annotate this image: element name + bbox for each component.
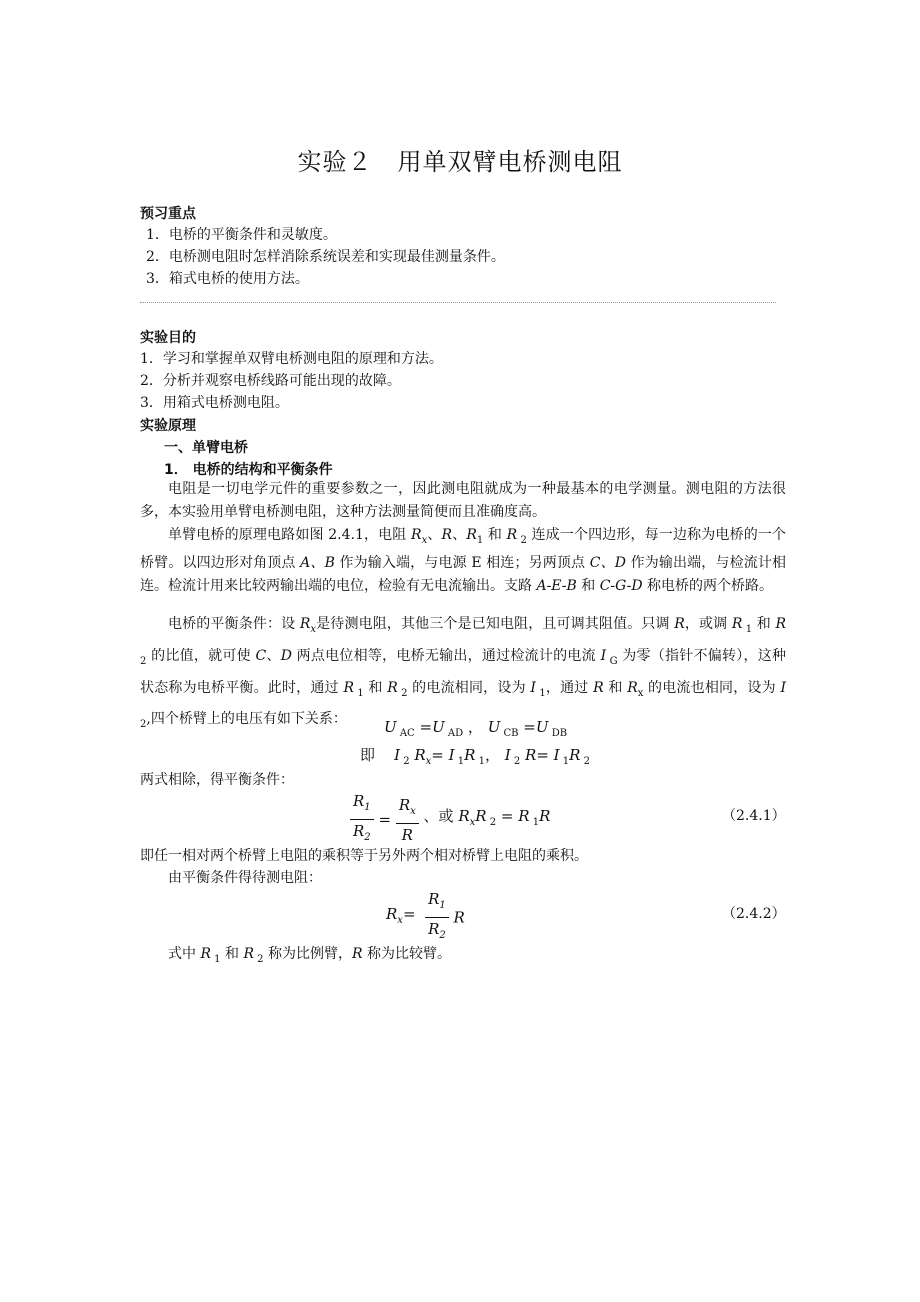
preview-item-1: 1．电桥的平衡条件和灵敏度。 xyxy=(146,227,337,243)
two-divide-text: 两式相除，得平衡条件： xyxy=(140,772,294,788)
equation-number-1: （2.4.1） xyxy=(722,808,786,824)
purpose-item-1: 1．学习和掌握单双臂电桥测电阻的原理和方法。 xyxy=(140,351,443,367)
current-equation: 即 I $_2$ $R_x= I$ $_1$R $_1$， I $_2$ R= I $_1$R $_2$ xyxy=(360,746,590,767)
preview-heading: 预习重点 xyxy=(140,206,196,222)
balance-condition-equation: $\frac{R_1}{R_2}$ = $\frac{R_x}{R}$ 、或 $R_xR$ $_2$ = R $_1$R xyxy=(350,790,550,840)
paragraph-intro: 电阻是一切电学元件的重要参数之一，因此测电阻就成为一种最基本的电学测量。测电阻的方法很多，本实验用单臂电桥测电阻，这种方法测量简便而且准确度高。 xyxy=(140,481,786,520)
purpose-heading: 实验目的 xyxy=(140,330,196,346)
from-balance-text: 由平衡条件得待测电阻： xyxy=(168,870,322,886)
purpose-item-2: 2．分析并观察电桥线路可能出现的故障。 xyxy=(140,373,401,389)
subsection-structure: 1． 电桥的结构和平衡条件 xyxy=(164,462,333,478)
purpose-item-3: 3．用箱式电桥测电阻。 xyxy=(140,395,289,411)
page-title: 实验２ 用单双臂电桥测电阻 xyxy=(297,148,623,176)
arm-names-text: 式中 R $_1$ 和 R $_2$ 称为比例臂，R 称为比较臂。 xyxy=(168,946,451,965)
preview-item-3: 3．箱式电桥的使用方法。 xyxy=(146,271,309,287)
section-single-bridge: 一、单臂电桥 xyxy=(164,440,248,456)
equation-number-2: （2.4.2） xyxy=(722,906,786,922)
product-text: 即任一相对两个桥臂上电阻的乘积等于另外两个相对桥臂上电阻的乘积。 xyxy=(140,848,588,864)
section-divider xyxy=(140,302,776,303)
paragraph-balance: 电桥的平衡条件：设 $R_x$是待测电阻，其他三个是已知电阻，且可调其阻值。只调 R，或调 R $_1$ 和 R $_2$ 的比值，就可使 C、D 两点电位相等，电桥无输出，通过检流计的电流 I $_G$ 为零（指针不偏转），这种状态称为电桥平衡。此时，通过 R $_1$ 和 R $_2$ 的电流相同，设为 I $_1$，通过 R 和 $R_x$ 的电流也相同，设为 I $_2$,四个桥臂上的电压有如下关系： xyxy=(140,616,787,731)
principle-heading: 实验原理 xyxy=(140,418,196,434)
paragraph-circuit: 单臂电桥的原理电路如图 2.4.1，电阻 $R_x$、R、$R_1$ 和 R $_2$ 连成一个四边形，每一边称为电桥的一个桥臂。以四边形对角顶点 A、B 作为输入端，与电源 E 相连；另两顶点 C、D 作为输出端，与检流计相连。检流计用来比较两输出端的电位，检验有无电流输出。支路 A-E-B 和 C-G-D 称电桥的两个桥路。 xyxy=(140,527,787,594)
preview-item-2: 2．电桥测电阻时怎样消除系统误差和实现最佳测量条件。 xyxy=(146,249,505,265)
measured-resistance-equation: $R_x=$ $\frac{R_1}{R_2}$ R xyxy=(386,890,465,941)
voltage-equation: U $_{AC}$ =U $_{AD}$ ， U $_{CB}$ =U $_{DB}$ xyxy=(384,718,568,739)
